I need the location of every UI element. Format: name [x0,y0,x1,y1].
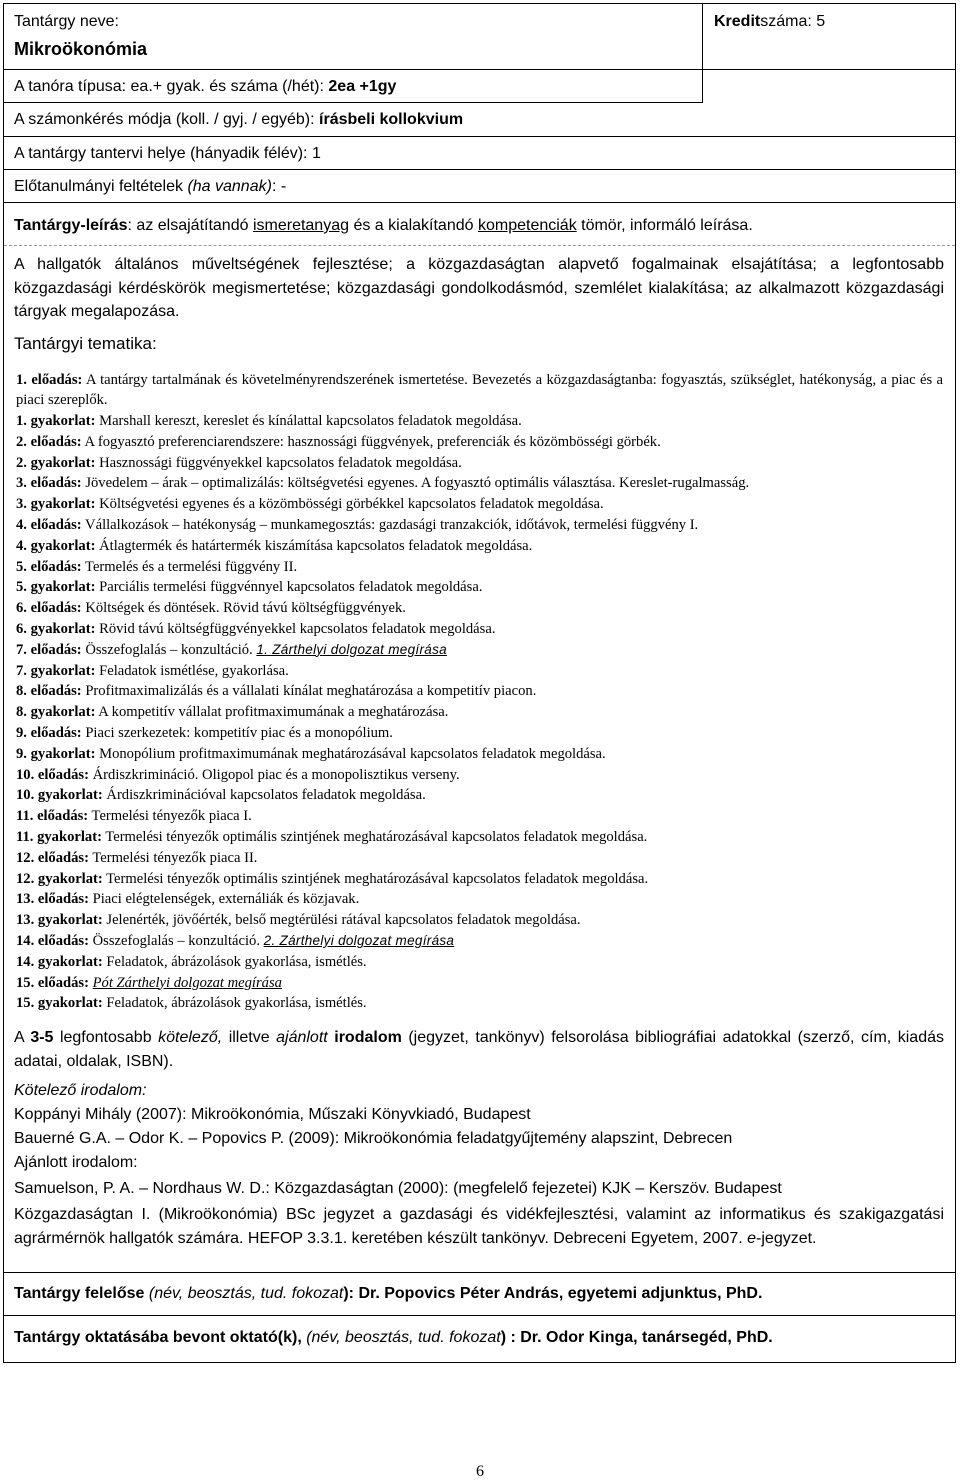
topic-item [16,453,943,473]
lit-intro-bold: 3-5 [30,1029,54,1046]
recommended-literature-label: Ajánlott irodalom: [14,1154,138,1171]
required-literature-label: Kötelező irodalom: [14,1082,147,1099]
topic-item [16,681,943,701]
instructors-italic: (név, beosztás, tud. fokozat [306,1329,501,1346]
topic-text: Termelési tényezők optimális szintjének meghatározásával kapcsolatos feladatok megoldása. [101,829,648,845]
topic-item [16,973,943,993]
prereq-label: Előtanulmányi feltételek [14,178,188,195]
topic-number: 15. előadás: [16,974,89,991]
responsible-name: ): Dr. Popovics Péter András, egyetemi adjunktus, PhD. [343,1285,763,1302]
literature-intro [14,1026,944,1073]
topic-text: A fogyasztó preferenciarendszere: hasznossági függvények, preferenciák és közömbösségi görbék. [81,433,661,450]
topic-text: Feladatok, ábrázolások gyakorlása, ismétlés. [102,995,367,1012]
topic-text: Árdiszkriminációval kapcsolatos feladatok megoldása. [102,787,426,804]
topic-number: 4. gyakorlat: [16,537,96,554]
topic-number: 9. előadás: [16,725,82,741]
topic-text: Vállalkozások – hatékonyság – munkamegosztás: gazdasági tranzakciók, időtávok, termelési függvény I. [81,517,699,533]
topic-text: Jelenérték, jövőérték, belső megtérülési rátával kapcsolatos feladatok megoldása. [102,912,581,929]
exam-note: 2. Zárthelyi dolgozat megírása [263,933,455,948]
prereq-italic: (ha vannak) [187,178,272,195]
topic-text: Profitmaximalizálás és a vállalati kínálat meghatározása a kompetitív piacon. [81,683,537,700]
lit-intro-e: (jegyzet, tankönyv) felsorolása bibliográfiai adatokkal (szerző, cím, kiadás adatai, oldalak, ISBN). [14,1029,944,1070]
topic-number: 5. gyakorlat: [16,579,96,596]
topic-number: 1. előadás: [16,372,83,388]
topic-text: Rövid távú költségfüggvényekkel kapcsolatos feladatok megoldása. [95,621,496,637]
topic-item [16,536,943,556]
topic-number: 6. gyakorlat: [16,621,96,637]
topic-number: 2. gyakorlat: [16,454,96,471]
responsible-italic: (név, beosztás, tud. fokozat [148,1285,344,1302]
topic-number: 15. gyakorlat: [16,995,103,1012]
course-form-table [3,3,956,1363]
topic-item [16,411,943,431]
lesson-type-row [4,70,702,103]
description-text-a: : az elsajátítandó [127,217,253,234]
topic-text: Termelési tényezők optimális szintjének meghatározásával kapcsolatos feladatok megoldása. [102,870,649,887]
topic-number: 14. előadás: [16,933,89,949]
topic-number: 6. előadás: [16,600,82,617]
lit-intro-c: illetve [222,1029,277,1046]
topic-text: Jövedelem – árak – optimalizálás: költségvetési egyenes. A fogyasztó optimális választása. Kereslet-rugalmasság. [81,475,750,492]
topic-item [16,619,943,639]
topic-number: 3. gyakorlat: [16,496,96,513]
topic-number: 12. gyakorlat: [16,870,103,887]
credits [714,13,825,31]
description-text-competences: kompetenciák [477,217,577,234]
exam-mode-row [4,103,955,137]
topic-text: Feladatok, ábrázolások gyakorlása, ismétlés. [102,953,367,970]
topic-text: Átlagtermék és határtermék kiszámítása kapcsolatos feladatok megoldása. [95,537,533,554]
topic-item [16,806,943,826]
course-instructors [14,1329,773,1347]
topic-text: Termelési tényezők piaca I. [88,808,252,825]
topic-number: 11. gyakorlat: [16,829,102,845]
topic-number: 8. előadás: [16,683,82,700]
topic-number: 8. gyakorlat: [16,704,96,721]
prerequisites [14,178,286,196]
topic-text: Monopólium profitmaximumának meghatározásával kapcsolatos feladatok megoldása. [95,745,606,762]
topic-item [16,557,943,577]
topic-item [16,598,943,618]
description-text-b: és a kialakítandó [349,217,478,234]
recommended-literature-1: Samuelson, P. A. – Nordhaus W. D.: Közgazdaságtan (2000): (megfelelő fejezetei) KJK – Kerszöv. Budapest [14,1180,782,1197]
topic-number: 5. előadás: [16,558,82,575]
topic-item [16,577,943,597]
instructors-label: Tantárgy oktatásába bevont oktató(k), [14,1329,307,1346]
topic-text: Költségvetési egyenes és a közömbösségi görbékkel kapcsolatos feladatok megoldása. [95,496,604,513]
lit-intro-literature: irodalom [334,1029,402,1046]
topic-item [16,785,943,805]
topic-item [16,910,943,930]
rec-lit-2-text: Közgazdaságtan I. (Mikroökonómia) BSc jegyzet a gazdasági és vidékfejlesztési, valamint az informatikus és szakigazgatási agrármérnök hallgatók számára. HEFOP 3.3.1. keretében készült tankönyv. Debreceni Egyetem, 2007. [14,1206,944,1247]
topic-number: 14. gyakorlat: [16,953,103,970]
credits-label: Kredit [714,13,761,30]
topic-item [16,827,943,847]
lit-intro-b: legfontosabb [53,1029,159,1046]
curriculum-row [4,137,955,170]
description-text-c: tömör, informáló leírása. [576,217,753,234]
topic-text: Piaci elégtelenségek, externáliák és közjavak. [88,891,360,908]
topic-item [16,744,943,764]
topic-item [16,432,943,452]
topic-item [16,515,943,535]
topic-number: 2. előadás: [16,433,82,450]
topic-number: 4. előadás: [16,517,82,533]
credits-value: száma: 5 [760,13,826,30]
recommended-literature-2 [14,1203,944,1250]
prereq-value: : - [271,178,287,195]
topic-number: 10. előadás: [16,766,89,783]
topic-number: 13. előadás: [16,891,89,908]
lesson-type [14,78,396,96]
topic-text: Piaci szerkezetek: kompetitív piac és a monopólium. [81,725,393,741]
topic-text: Összefoglalás – konzultáció. [81,641,257,658]
description-body: A hallgatók általános műveltségének fejlesztése; a közgazdaságtan alapvető fogalmainak elsajátítása; a legfontosabb közgazdasági kérdéskörök megismertetése; közgazdasági gondolkodásmód, szemlélet kialakítása; az alkalmazott közgazdasági tárgyak megalapozása. [14,256,944,320]
topic-number: 3. előadás: [16,475,82,492]
topic-text: Hasznossági függvényekkel kapcsolatos feladatok megoldása. [95,454,462,471]
topic-number: 13. gyakorlat: [16,912,103,929]
topic-text: Termelés és a termelési függvény II. [81,558,298,575]
topic-number: 10. gyakorlat: [16,787,103,804]
exam-note: 1. Zárthelyi dolgozat megírása [256,641,447,657]
course-responsible [14,1285,762,1303]
topic-item [16,473,943,493]
topic-item [16,370,943,410]
required-literature-2: Bauerné G.A. – Odor K. – Popovics P. (2009): Mikroökonómia feladatgyűjtemény alapszint, Debrecen [14,1130,733,1147]
topic-item [16,723,943,743]
topic-number: 12. előadás: [16,849,89,866]
subject-label: Tantárgy neve: [14,13,119,30]
page-number: 6 [476,1463,484,1480]
topic-text: Árdiszkrimináció. Oligopol piac és a monopolisztikus verseny. [88,766,460,783]
tematika-title: Tantárgyi tematika: [14,334,157,353]
topic-number: 1. gyakorlat: [16,413,96,429]
description-label: Tantárgy-leírás [14,217,128,234]
exam-mode-value: írásbeli kollokvium [319,111,464,128]
lesson-type-value: 2ea +1gy [328,78,397,95]
topic-text: Termelési tényezők piaca II. [88,849,258,866]
topic-item [16,661,943,681]
rec-lit-2-end: -jegyzet. [756,1229,817,1247]
topic-item [16,869,943,889]
responsible-label: Tantárgy felelőse [14,1285,149,1302]
subject-name: Mikroökonómia [14,39,148,59]
topic-item [16,889,943,909]
required-literature-1: Koppányi Mihály (2007): Mikroökonómia, Műszaki Könyvkiadó, Budapest [14,1106,531,1123]
topic-item [16,640,943,660]
topic-text: Parciális termelési függvénnyel kapcsolatos feladatok megoldása. [95,579,483,596]
topic-item [16,848,943,868]
lesson-type-label: A tanóra típusa: ea.+ gyak. és száma (/hét): [14,78,329,95]
topic-item [16,952,943,972]
topic-item [16,931,943,951]
curriculum-place: A tantárgy tantervi helye (hányadik félév): 1 [14,145,321,162]
topic-item [16,993,943,1013]
topic-item [16,702,943,722]
dashed-divider-2 [4,1272,955,1273]
retake-exam-note: Pót Zárthelyi dolgozat megírása [92,974,282,991]
topic-item [16,765,943,785]
divider-3 [4,1315,955,1316]
topic-number: 9. gyakorlat: [16,745,96,762]
topic-number: 11. előadás: [16,808,89,825]
topic-number: 7. előadás: [16,641,82,658]
topic-text: Költségek és döntések. Rövid távú költségfüggvények. [81,600,406,617]
description-heading [14,217,753,235]
topic-item [16,494,943,514]
lit-intro-recommended: ajánlott [276,1029,328,1046]
header-row [4,4,955,70]
instructors-name: ) : Dr. Odor Kinga, tanársegéd, PhD. [500,1329,773,1346]
lit-intro-required: kötelező, [158,1029,223,1046]
lit-intro-a: A [14,1029,31,1046]
exam-mode-label: A számonkérés módja (koll. / gyj. / egyéb): [14,111,320,128]
topic-text: Összefoglalás – konzultáció. [88,933,264,949]
dashed-divider [4,245,955,246]
description-text-knowledge: ismeretanyag [252,217,349,234]
exam-mode [14,111,463,129]
prereq-row [4,170,955,203]
topic-text: Feladatok ismétlése, gyakorlása. [95,662,289,679]
rec-lit-2-italic: e [747,1229,757,1247]
topic-text: Marshall kereszt, kereslet és kínálattal kapcsolatos feladatok megoldása. [95,413,522,429]
topic-text: A tantárgy tartalmának és követelményrendszerének ismertetése. Bevezetés a közgazdaságtanba: fogyasztás, szükséglet, hatékonyság, a piac és a piaci szereplők. [16,372,944,408]
topic-number: 7. gyakorlat: [16,662,96,679]
topic-text: A kompetitív vállalat profitmaximumának a meghatározása. [95,704,449,721]
